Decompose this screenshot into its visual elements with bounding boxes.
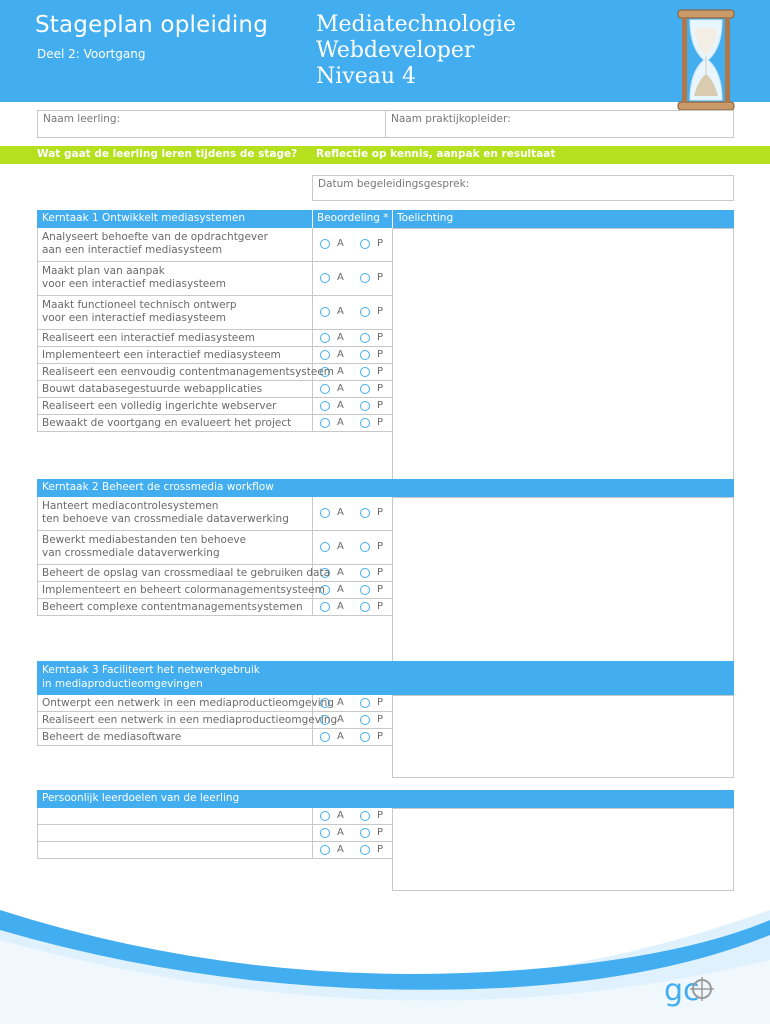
radio-a[interactable] — [320, 401, 330, 411]
section-header — [37, 210, 734, 228]
rating-cell — [313, 262, 393, 296]
rating-cell — [313, 582, 393, 599]
competency-text: Bewaakt de voortgang en evalueert het project — [42, 417, 292, 429]
radio-a[interactable] — [320, 307, 330, 317]
reflection-heading: Reflectie op kennis, aanpak en resultaat — [316, 148, 556, 160]
radio-a[interactable] — [320, 333, 330, 343]
competency-text: voor een interactief mediasysteem — [42, 312, 226, 324]
radio-label-a: A — [337, 332, 344, 343]
competency-row — [37, 296, 312, 330]
radio-label-a: A — [337, 601, 344, 612]
date-label: Datum begeleidingsgesprek: — [318, 178, 470, 190]
competency-text: Realiseert een netwerk in een mediaproductieomgeving — [42, 714, 338, 726]
rating-cell — [313, 531, 393, 565]
beoordeling-column — [312, 497, 392, 616]
radio-p[interactable] — [360, 239, 370, 249]
competency-row — [37, 415, 312, 432]
radio-label-p: P — [377, 507, 384, 518]
page-subtitle: Deel 2: Voortgang — [37, 47, 146, 61]
competency-text: Beheert de mediasoftware — [42, 731, 182, 743]
toelichting-field[interactable] — [392, 228, 734, 486]
radio-label-a: A — [337, 844, 344, 855]
competency-text: Ontwerpt een netwerk in een mediaproductieomgeving — [42, 697, 334, 709]
learning-goals-heading: Wat gaat de leerling leren tijdens de stage? — [37, 148, 298, 160]
competency-text: aan een interactief mediasysteem — [42, 244, 223, 256]
rating-cell — [313, 398, 393, 415]
competency-text: Hanteert mediacontrolesystemen — [42, 500, 219, 512]
rating-cell — [313, 808, 393, 825]
radio-label-a: A — [337, 827, 344, 838]
section-title — [37, 661, 265, 695]
rating-cell — [313, 825, 393, 842]
radio-p[interactable] — [360, 715, 370, 725]
toelichting-header: Toelichting — [397, 212, 454, 224]
supervisor-name-label: Naam praktijkopleider: — [391, 113, 511, 125]
competency-text: Realiseert een interactief mediasysteem — [42, 332, 255, 344]
radio-a[interactable] — [320, 732, 330, 742]
rating-cell — [313, 729, 393, 746]
competency-row — [37, 599, 312, 616]
radio-label-a: A — [337, 567, 344, 578]
competency-row — [37, 695, 334, 712]
radio-label-p: P — [377, 601, 384, 612]
competency-row — [37, 228, 312, 262]
section-title-line: in mediaproductieomgevingen — [42, 678, 203, 690]
radio-p[interactable] — [360, 811, 370, 821]
radio-label-p: P — [377, 417, 384, 428]
section-kerntaak1 — [37, 210, 734, 486]
competency-row — [37, 729, 312, 746]
radio-label-a: A — [337, 697, 344, 708]
radio-p[interactable] — [360, 828, 370, 838]
radio-a[interactable] — [320, 384, 330, 394]
competency-text: Beheert complexe contentmanagementsystemen — [42, 601, 303, 613]
radio-label-a: A — [337, 507, 344, 518]
competency-text: Implementeert en beheert colormanagementsysteem — [42, 584, 325, 596]
radio-label-a: A — [337, 714, 344, 725]
radio-p[interactable] — [360, 542, 370, 552]
radio-p[interactable] — [360, 602, 370, 612]
radio-p[interactable] — [360, 568, 370, 578]
section-kerntaak2 — [37, 479, 734, 667]
rating-cell — [313, 347, 393, 364]
name-row — [37, 110, 734, 138]
radio-a[interactable] — [320, 418, 330, 428]
competency-text: Bouwt databasegestuurde webapplicaties — [42, 383, 263, 395]
rating-cell — [313, 842, 393, 859]
competency-row — [37, 347, 312, 364]
competency-row — [37, 381, 312, 398]
competency-row — [37, 582, 325, 599]
rating-cell — [313, 497, 393, 531]
radio-p[interactable] — [360, 367, 370, 377]
radio-a[interactable] — [320, 811, 330, 821]
competency-text: ten behoeve van crossmediale dataverwerking — [42, 513, 289, 525]
radio-label-a: A — [337, 584, 344, 595]
footer-wave — [0, 900, 770, 1024]
competency-row — [37, 497, 312, 531]
radio-label-p: P — [377, 332, 384, 343]
radio-label-p: P — [377, 349, 384, 360]
supervisor-name-field[interactable] — [386, 111, 733, 137]
radio-a[interactable] — [320, 239, 330, 249]
radio-p[interactable] — [360, 307, 370, 317]
page-title: Stageplan opleiding — [35, 12, 269, 38]
radio-p[interactable] — [360, 333, 370, 343]
competency-row — [37, 330, 312, 347]
radio-p[interactable] — [360, 418, 370, 428]
rating-cell — [313, 415, 393, 432]
rating-cell — [313, 228, 393, 262]
radio-p[interactable] — [360, 508, 370, 518]
logo-text: gc — [664, 973, 700, 1008]
competency-text: Maakt functioneel technisch ontwerp — [42, 299, 237, 311]
radio-a[interactable] — [320, 828, 330, 838]
radio-a[interactable] — [320, 845, 330, 855]
toelichting-field[interactable] — [392, 695, 734, 778]
rating-cell — [313, 599, 393, 616]
competency-row — [37, 825, 312, 842]
radio-label-a: A — [337, 306, 344, 317]
radio-label-a: A — [337, 417, 344, 428]
competency-text: Analyseert behoefte van de opdrachtgever — [42, 231, 268, 243]
header-banner — [0, 0, 770, 102]
competency-row — [37, 842, 312, 859]
rating-cell — [313, 296, 393, 330]
radio-p[interactable] — [360, 384, 370, 394]
radio-label-a: A — [337, 541, 344, 552]
competency-row — [37, 808, 312, 825]
rating-cell — [313, 330, 393, 347]
radio-label-p: P — [377, 584, 384, 595]
radio-label-p: P — [377, 366, 384, 377]
radio-label-p: P — [377, 400, 384, 411]
radio-a[interactable] — [320, 602, 330, 612]
radio-label-p: P — [377, 697, 384, 708]
radio-p[interactable] — [360, 845, 370, 855]
radio-p[interactable] — [360, 732, 370, 742]
beoordeling-column — [312, 228, 392, 432]
radio-label-p: P — [377, 567, 384, 578]
radio-label-a: A — [337, 272, 344, 283]
date-field[interactable] — [312, 175, 734, 201]
radio-p[interactable] — [360, 698, 370, 708]
radio-label-p: P — [377, 810, 384, 821]
competency-row — [37, 364, 335, 381]
radio-a[interactable] — [320, 273, 330, 283]
competency-text: voor een interactief mediasysteem — [42, 278, 226, 290]
section-bar — [0, 146, 770, 164]
section-header — [37, 790, 734, 808]
program-title — [316, 12, 516, 90]
student-name-field[interactable] — [38, 111, 386, 137]
radio-label-p: P — [377, 383, 384, 394]
competency-text: Realiseert een volledig ingerichte webserver — [42, 400, 277, 412]
radio-label-a: A — [337, 731, 344, 742]
competency-row — [37, 262, 312, 296]
competency-text: Implementeert een interactief mediasysteem — [42, 349, 281, 361]
radio-label-a: A — [337, 366, 344, 377]
radio-label-a: A — [337, 383, 344, 394]
competency-text: Realiseert een eenvoudig contentmanagementsysteem — [42, 366, 335, 378]
rating-cell — [313, 381, 393, 398]
competency-row — [37, 531, 312, 565]
section-title: Kerntaak 1 Ontwikkelt mediasystemen — [42, 212, 245, 224]
radio-label-p: P — [377, 731, 384, 742]
competency-row — [37, 398, 312, 415]
radio-label-a: A — [337, 810, 344, 821]
beoordeling-column — [312, 808, 392, 859]
radio-p[interactable] — [360, 585, 370, 595]
radio-a[interactable] — [320, 508, 330, 518]
section-kerntaak3 — [37, 661, 734, 778]
section-title-line: Kerntaak 3 Faciliteert het netwerkgebruik — [42, 664, 260, 676]
section-title: Persoonlijk leerdoelen van de leerling — [42, 792, 240, 804]
radio-label-p: P — [377, 272, 384, 283]
radio-label-a: A — [337, 349, 344, 360]
radio-label-p: P — [377, 827, 384, 838]
toelichting-field[interactable] — [392, 808, 734, 891]
program-line: Mediatechnologie — [316, 12, 516, 37]
toelichting-field[interactable] — [392, 497, 734, 667]
radio-label-p: P — [377, 714, 384, 725]
program-line: Niveau 4 — [316, 64, 417, 89]
competency-row — [37, 565, 331, 582]
radio-label-p: P — [377, 306, 384, 317]
section-title: Kerntaak 2 Beheert de crossmedia workflow — [42, 481, 274, 493]
radio-a[interactable] — [320, 350, 330, 360]
radio-label-p: P — [377, 238, 384, 249]
competency-text: Maakt plan van aanpak — [42, 265, 165, 277]
section-header — [37, 661, 734, 695]
radio-label-a: A — [337, 238, 344, 249]
radio-label-p: P — [377, 844, 384, 855]
competency-row — [37, 712, 338, 729]
radio-a[interactable] — [320, 542, 330, 552]
hourglass-icon — [672, 8, 740, 112]
radio-p[interactable] — [360, 401, 370, 411]
program-line: Webdeveloper — [316, 38, 475, 63]
radio-p[interactable] — [360, 350, 370, 360]
radio-p[interactable] — [360, 273, 370, 283]
competency-text: Beheert de opslag van crossmediaal te gebruiken data — [42, 567, 331, 579]
competency-text: van crossmediale dataverwerking — [42, 547, 220, 559]
beoordeling-header: Beoordeling * — [317, 212, 389, 224]
section-persoonlijk — [37, 790, 734, 891]
competency-text: Bewerkt mediabestanden ten behoeve — [42, 534, 247, 546]
goc-logo — [662, 970, 736, 1010]
radio-label-a: A — [337, 400, 344, 411]
student-name-label: Naam leerling: — [43, 113, 121, 125]
section-header — [37, 479, 734, 497]
radio-label-p: P — [377, 541, 384, 552]
